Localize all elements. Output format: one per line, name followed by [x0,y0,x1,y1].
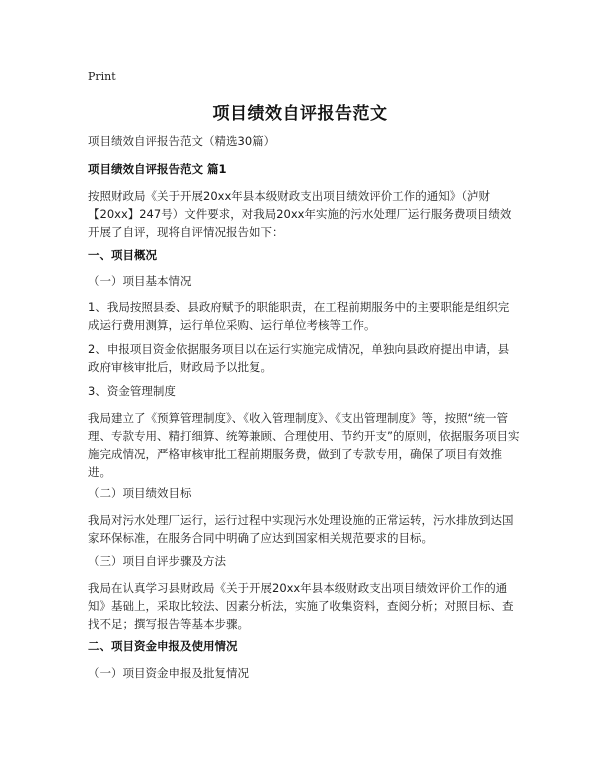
section2-heading: 二、项目资金申报及使用情况 [88,639,238,653]
section1-sub2-body: 我局对污水处理厂运行，运行过程中实现污水处理设施的正常运转，污水排放到达国家环保标准，在服务合同中明确了应达到国家相关规范要求的目标。 [88,513,514,545]
print-label: Print [88,70,116,83]
section1-sub2: （二）项目绩效目标 [88,486,192,500]
section1-item2: 2、申报项目资金依据服务项目以在运行实施完成情况，单独向县政府提出申请，县政府审核审批后，财政局予以批复。 [88,342,510,374]
section1-sub1: （一）项目基本情况 [88,274,192,288]
page-title: 项目绩效自评报告范文 [212,104,388,124]
section1-heading: 一、项目概况 [88,248,157,262]
section2-sub1: （一）项目资金申报及批复情况 [88,666,249,680]
section1-sub3: （三）项目自评步骤及方法 [88,554,226,568]
intro-paragraph: 按照财政局《关于开展20xx年县本级财政支出项目绩效评价工作的通知》（泸财【20xx】247号）文件要求，对我局20xx年实施的污水处理厂运行服务费项目绩效开展了自评，现将自评情况报告如下： [88,189,512,239]
article-heading: 项目绩效自评报告范文 篇1 [88,162,227,176]
section1-sub3-body: 我局在认真学习县财政局《关于开展20xx年县本级财政支出项目绩效评价工作的通知》基础上，采取比较法、因素分析法，实施了收集资料，查阅分析；对照目标、查找不足；撰写报告等基本步骤。 [88,581,514,631]
section1-item1: 1、我局按照县委、县政府赋予的职能职责，在工程前期服务中的主要职能是组织完成运行费用测算，运行单位采购、运行单位考核等工作。 [88,300,510,332]
section1-item3-body: 我局建立了《预算管理制度》、《收入管理制度》、《支出管理制度》等，按照“统一管理、专款专用、精打细算、统筹兼顾、合理使用、节约开支”的原则，依据服务项目实施完成情况，严格审核审批工程前期服务费，做到了专款专用，确保了项目有效推进。 [88,411,520,479]
subtitle: 项目绩效自评报告范文（精选30篇） [88,134,276,148]
section1-item3: 3、资金管理制度 [88,384,176,398]
